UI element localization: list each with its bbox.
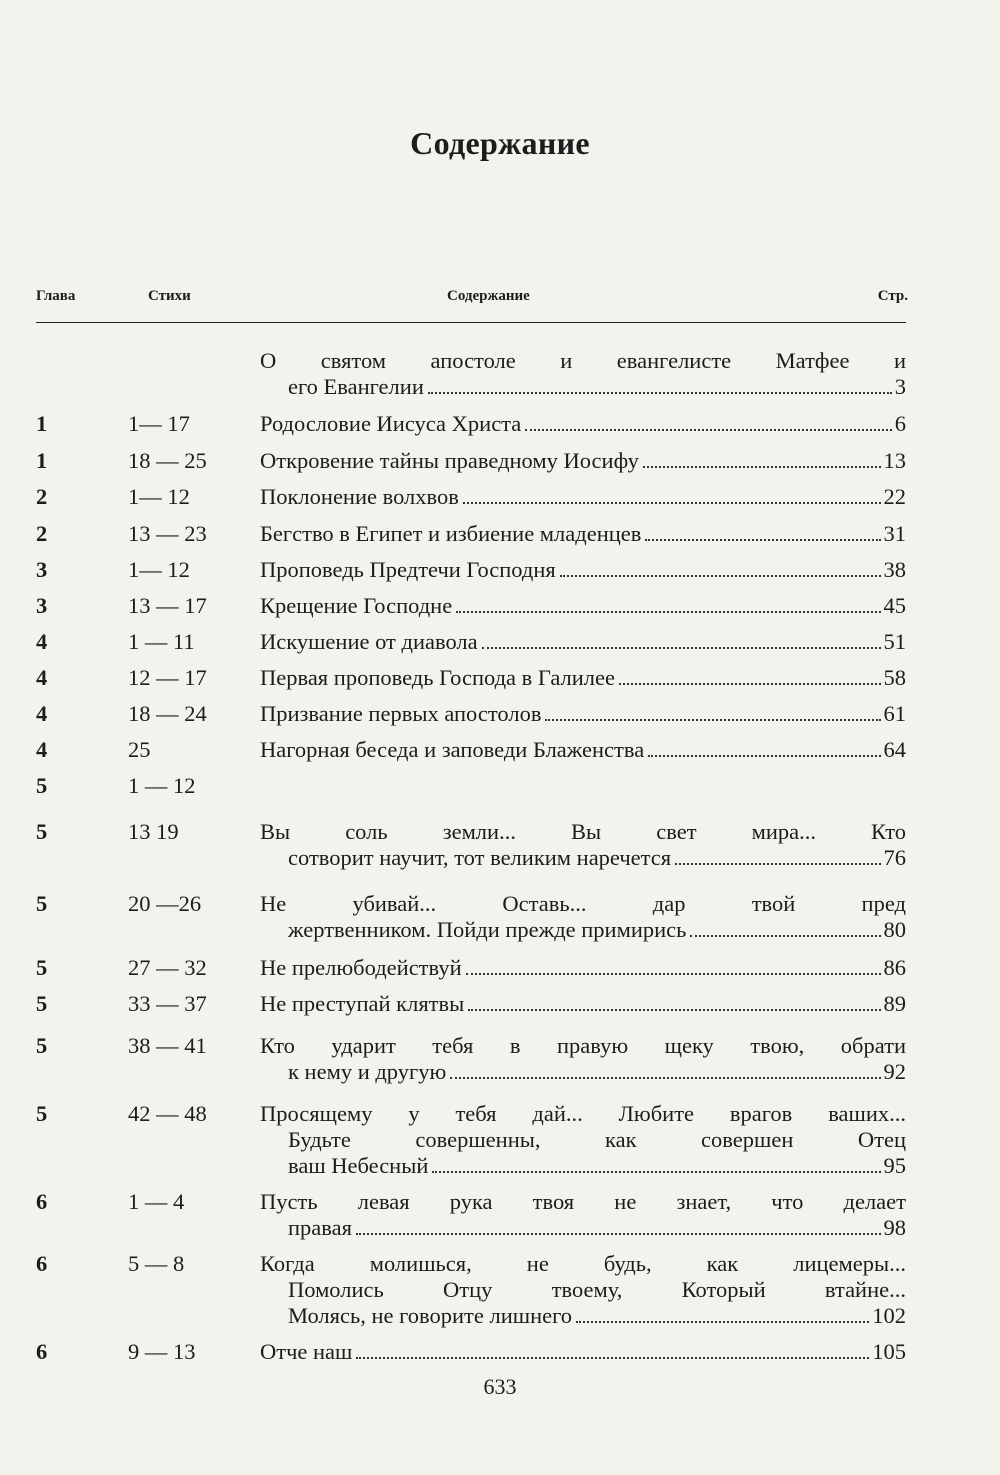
- entry-title: Нагорная беседа и заповеди Блаженства: [260, 737, 645, 762]
- entry-title: сотворит научит, тот великим наречется: [288, 845, 672, 870]
- toc-entry-line: [260, 891, 906, 917]
- verse-range: 42 — 48: [128, 1101, 207, 1126]
- toc-row: [0, 955, 1000, 981]
- dot-leader: [428, 391, 892, 394]
- toc-row: [0, 1101, 1000, 1179]
- toc-entry-line: [260, 737, 906, 763]
- dot-leader: [456, 610, 880, 613]
- toc-entry[interactable]: [260, 1339, 906, 1365]
- entry-page-number: 76: [883, 845, 906, 870]
- toc-entry-line: [260, 411, 906, 437]
- verse-range: 12 — 17: [128, 665, 207, 690]
- toc-list: [0, 348, 1000, 1365]
- chapter-number: 5: [36, 773, 48, 798]
- entry-title: Не прелюбодействуй: [260, 955, 462, 980]
- toc-entry-line: [260, 348, 906, 374]
- entry-page-number: 6: [894, 411, 906, 436]
- chapter-number: 1: [36, 448, 48, 473]
- entry-page-number: 22: [883, 484, 906, 509]
- verse-range: 18 — 24: [128, 701, 207, 726]
- chapter-number: 4: [36, 665, 48, 690]
- entry-page-number: 98: [883, 1215, 906, 1240]
- toc-entry[interactable]: [260, 411, 906, 437]
- toc-entry-line: [260, 1277, 906, 1303]
- toc-entry[interactable]: [260, 737, 906, 763]
- toc-entry-line: [260, 593, 906, 619]
- toc-entry-line: [260, 1215, 906, 1241]
- entry-page-number: 61: [883, 701, 906, 726]
- verse-range: 18 — 25: [128, 448, 207, 473]
- entry-title: Искушение от диавола: [260, 629, 478, 654]
- entry-title: Отче наш: [260, 1339, 353, 1364]
- toc-entry[interactable]: [260, 665, 906, 691]
- chapter-number: 5: [36, 819, 48, 844]
- header-content: Содержание: [447, 288, 530, 304]
- toc-entry-line: [260, 665, 906, 691]
- toc-entry-line: [260, 448, 906, 474]
- entry-title: жертвенником. Пойди прежде примирись: [288, 917, 687, 942]
- chapter-number: 3: [36, 593, 48, 618]
- entry-title: Будьте совершенны, как совершен Отец: [288, 1127, 906, 1152]
- toc-entry-line: [260, 629, 906, 655]
- toc-entry-line: [260, 917, 906, 943]
- entry-page-number: 51: [883, 629, 906, 654]
- toc-row: [0, 1189, 1000, 1241]
- chapter-number: 2: [36, 521, 48, 546]
- verse-range: 38 — 41: [128, 1033, 207, 1058]
- toc-entry-line: [260, 1303, 906, 1329]
- entry-title: Первая проповедь Господа в Галилее: [260, 665, 616, 690]
- entry-title: к нему и другую: [288, 1059, 447, 1084]
- verse-range: 1— 12: [128, 557, 190, 582]
- verse-range: 1 — 4: [128, 1189, 185, 1214]
- entry-page-number: 38: [883, 557, 906, 582]
- toc-entry-line: [260, 1153, 906, 1179]
- toc-row: [0, 819, 1000, 871]
- toc-entry[interactable]: [260, 484, 906, 510]
- toc-entry[interactable]: [260, 991, 906, 1017]
- dot-leader: [648, 754, 880, 757]
- dot-leader: [466, 972, 881, 975]
- entry-page-number: 64: [883, 737, 906, 762]
- entry-title: Вы соль земли... Вы свет мира... Кто: [260, 819, 906, 844]
- toc-entry[interactable]: [260, 1251, 906, 1329]
- toc-row: [0, 629, 1000, 655]
- entry-title: Поклонение волхвов: [260, 484, 459, 509]
- toc-entry[interactable]: [260, 448, 906, 474]
- toc-row: [0, 593, 1000, 619]
- entry-page-number: 102: [872, 1303, 906, 1328]
- entry-title: Бегство в Египет и избиение младенцев: [260, 521, 642, 546]
- entry-page-number: 95: [883, 1153, 906, 1178]
- chapter-number: 5: [36, 955, 48, 980]
- entry-page-number: 89: [883, 991, 906, 1016]
- verse-range: 13 19: [128, 819, 179, 844]
- toc-entry-line: [260, 1101, 906, 1127]
- header-verses: Стихи: [148, 288, 191, 304]
- toc-entry-line: [260, 484, 906, 510]
- toc-entry[interactable]: [260, 593, 906, 619]
- toc-row: [0, 521, 1000, 547]
- chapter-number: 5: [36, 1033, 48, 1058]
- verse-range: 9 — 13: [128, 1339, 196, 1364]
- verse-range: 20 —26: [128, 891, 202, 916]
- toc-row: [0, 773, 1000, 799]
- entry-title: Когда молишься, не будь, как лицемеры...: [260, 1251, 906, 1276]
- entry-page-number: 92: [883, 1059, 906, 1084]
- toc-entry[interactable]: [260, 955, 906, 981]
- chapter-number: 5: [36, 991, 48, 1016]
- verse-range: 33 — 37: [128, 991, 207, 1016]
- toc-entry[interactable]: [260, 819, 906, 871]
- dot-leader: [643, 465, 881, 468]
- toc-entry-line: [260, 1033, 906, 1059]
- chapter-number: 5: [36, 891, 48, 916]
- chapter-number: 6: [36, 1339, 48, 1364]
- header-page: Стр.: [877, 288, 908, 304]
- entry-title: О святом апостоле и евангелисте Матфее и: [260, 348, 906, 373]
- toc-row: [0, 411, 1000, 437]
- entry-title: Помолись Отцу твоему, Который втайне...: [288, 1277, 906, 1302]
- chapter-number: 6: [36, 1251, 48, 1276]
- dot-leader: [482, 646, 881, 649]
- toc-row: [0, 991, 1000, 1017]
- verse-range: 1 — 11: [128, 629, 195, 654]
- chapter-number: 5: [36, 1101, 48, 1126]
- chapter-number: 3: [36, 557, 48, 582]
- toc-entry-line: [260, 845, 906, 871]
- header-chapter: Глава: [36, 288, 76, 304]
- dot-leader: [545, 718, 880, 721]
- chapter-number: 6: [36, 1189, 48, 1214]
- entry-page-number: 58: [883, 665, 906, 690]
- toc-entry-line: [260, 521, 906, 547]
- toc-entry-line: [260, 1251, 906, 1277]
- verse-range: 1— 17: [128, 411, 190, 436]
- dot-leader: [619, 682, 880, 685]
- dot-leader: [645, 538, 880, 541]
- verse-range: 1 — 12: [128, 773, 196, 798]
- entry-title: Призвание первых апостолов: [260, 701, 542, 726]
- dot-leader: [690, 934, 880, 937]
- toc-row: [0, 737, 1000, 763]
- verse-range: 25: [128, 737, 151, 762]
- chapter-number: 4: [36, 629, 48, 654]
- toc-row: [0, 484, 1000, 510]
- toc-row: [0, 1033, 1000, 1085]
- toc-entry[interactable]: [260, 1189, 906, 1241]
- dot-leader: [560, 574, 881, 577]
- toc-row: [0, 1251, 1000, 1329]
- toc-entry-line: [260, 374, 906, 400]
- entry-page-number: 105: [872, 1339, 906, 1364]
- toc-entry[interactable]: [260, 701, 906, 727]
- entry-title: Проповедь Предтечи Господня: [260, 557, 556, 582]
- entry-title: Крещение Господне: [260, 593, 453, 618]
- toc-entry[interactable]: [260, 348, 906, 400]
- toc-entry[interactable]: [260, 773, 906, 799]
- toc-entry[interactable]: [260, 521, 906, 547]
- dot-leader: [576, 1320, 869, 1323]
- toc-entry[interactable]: [260, 1033, 906, 1085]
- toc-entry[interactable]: [260, 891, 906, 943]
- chapter-number: 2: [36, 484, 48, 509]
- entry-title: правая: [288, 1215, 352, 1240]
- entry-title: Пусть левая рука твоя не знает, что делает: [260, 1189, 906, 1214]
- verse-range: 27 — 32: [128, 955, 207, 980]
- dot-leader: [463, 501, 881, 504]
- dot-leader: [432, 1170, 880, 1173]
- entry-page-number: 80: [883, 917, 906, 942]
- chapter-number: 4: [36, 701, 48, 726]
- toc-entry[interactable]: [260, 557, 906, 583]
- toc-entry-line: [260, 1339, 906, 1365]
- entry-title: Не преступай клятвы: [260, 991, 465, 1016]
- entry-page-number: 13: [883, 448, 906, 473]
- toc-entry-line: [260, 819, 906, 845]
- entry-page-number: 3: [894, 374, 906, 399]
- entry-title: Кто ударит тебя в правую щеку твою, обрати: [260, 1033, 906, 1058]
- toc-row: [0, 557, 1000, 583]
- verse-range: 13 — 17: [128, 593, 207, 618]
- entry-title: его Евангелии: [288, 374, 424, 399]
- entry-page-number: 86: [883, 955, 906, 980]
- entry-title: ваш Небесный: [288, 1153, 429, 1178]
- toc-entry-line: [260, 1189, 906, 1215]
- chapter-number: 4: [36, 737, 48, 762]
- dot-leader: [468, 1008, 880, 1011]
- toc-entry-line: [260, 1127, 906, 1153]
- page-number: 633: [483, 1374, 517, 1399]
- dot-leader: [675, 862, 880, 865]
- toc-entry-line: [260, 557, 906, 583]
- dot-leader: [356, 1356, 869, 1359]
- toc-row: [0, 1339, 1000, 1365]
- page-title: Содержание: [410, 125, 590, 161]
- entry-page-number: 31: [883, 521, 906, 546]
- verse-range: 1— 12: [128, 484, 190, 509]
- chapter-number: 1: [36, 411, 48, 436]
- toc-entry[interactable]: [260, 629, 906, 655]
- toc-entry-line: [260, 1059, 906, 1085]
- entry-page-number: 45: [883, 593, 906, 618]
- entry-title: Молясь, не говорите лишнего: [288, 1303, 573, 1328]
- header-rule: [36, 322, 906, 323]
- toc-row: [0, 891, 1000, 943]
- dot-leader: [450, 1076, 880, 1079]
- toc-entry-line: [260, 701, 906, 727]
- entry-title: Родословие Иисуса Христа: [260, 411, 522, 436]
- toc-row: [0, 348, 1000, 400]
- entry-title: Не убивай... Оставь... дар твой пред: [260, 891, 906, 916]
- entry-title: Просящему у тебя дай... Любите врагов ваших...: [260, 1101, 906, 1126]
- verse-range: 5 — 8: [128, 1251, 185, 1276]
- toc-row: [0, 665, 1000, 691]
- toc-row: [0, 701, 1000, 727]
- verse-range: 13 — 23: [128, 521, 207, 546]
- toc-row: [0, 448, 1000, 474]
- toc-entry-line: [260, 991, 906, 1017]
- dot-leader: [525, 428, 891, 431]
- entry-title: Откровение тайны праведному Иосифу: [260, 448, 639, 473]
- toc-entry[interactable]: [260, 1101, 906, 1179]
- toc-entry-line: [260, 955, 906, 981]
- dot-leader: [356, 1232, 881, 1235]
